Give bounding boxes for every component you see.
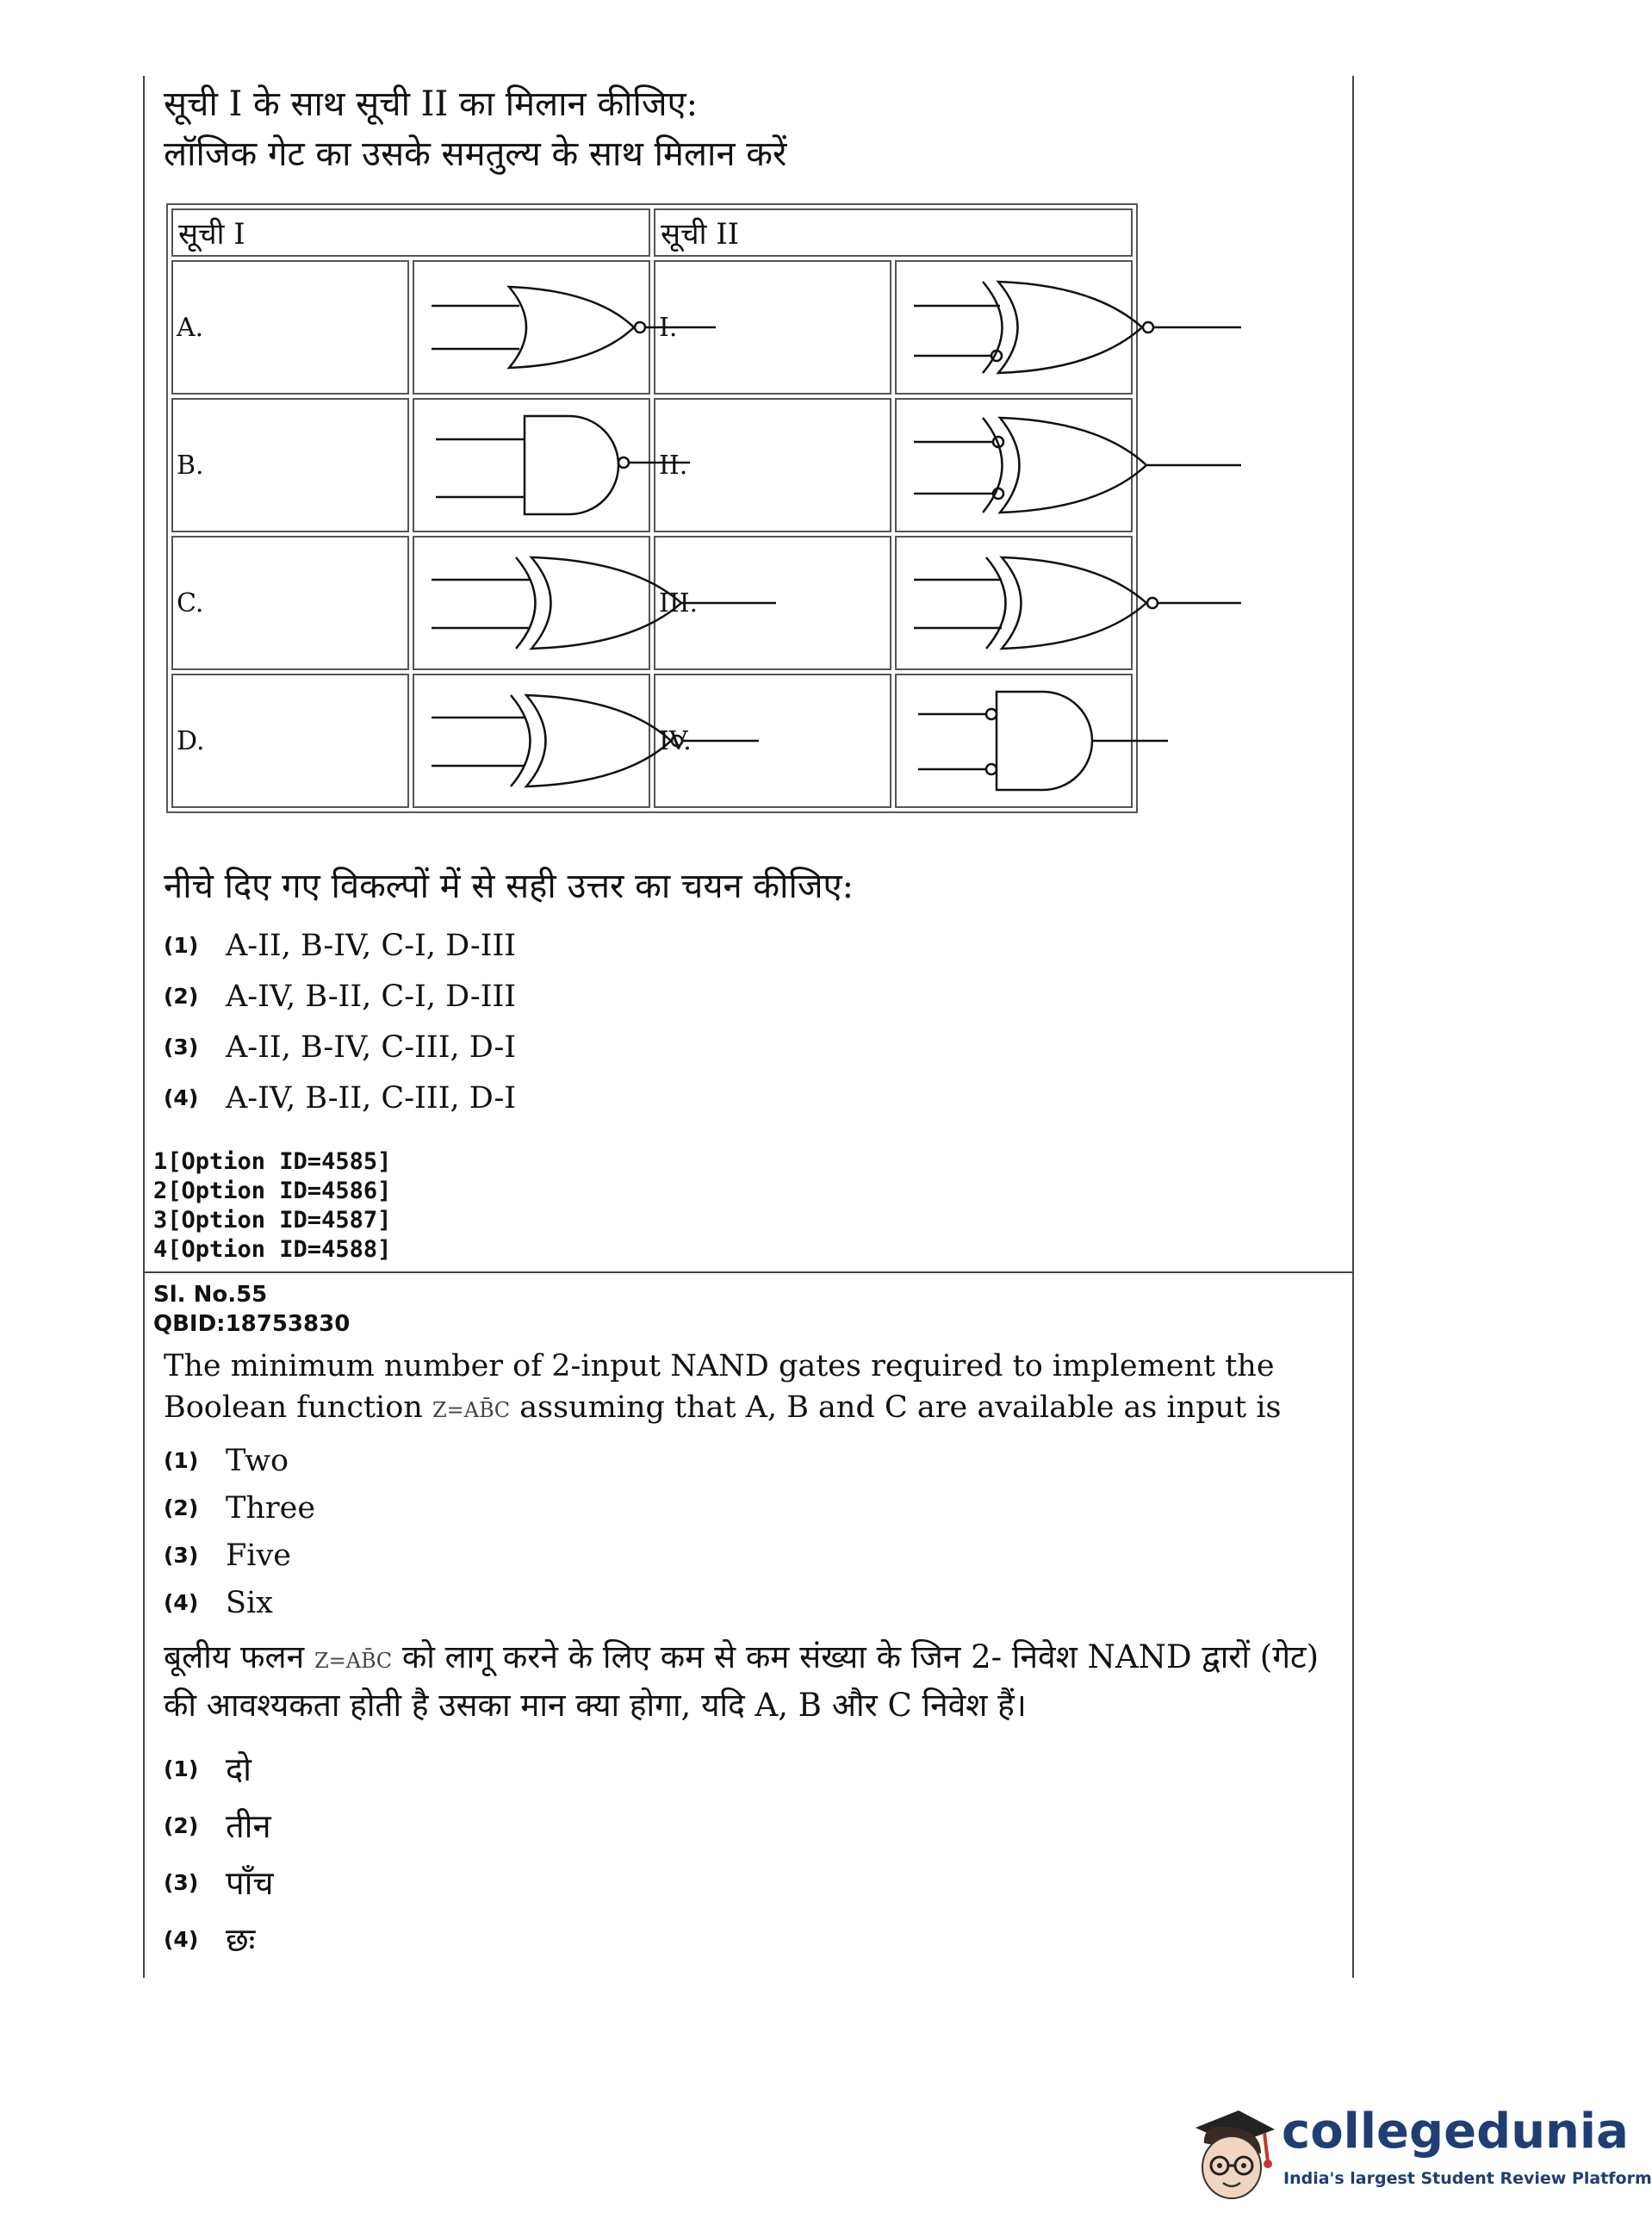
option-number: (1)	[164, 933, 199, 958]
row-label: IV.	[654, 674, 891, 808]
option-text: A-IV, B-II, C-III, D-I	[226, 1080, 517, 1116]
question-text-hindi: बूलीय फलन Z=AB̄C को लागू करने के लिए कम से कम संख्या के जिन 2- निवेश NAND द्वारों (गेट) की आवश्यकता होती है उसका मान क्या होगा, यदि A, B और C निवेश हैं।	[164, 1638, 1320, 1724]
hindi-options	[164, 1740, 274, 1967]
qbid: QBID:18753830	[153, 1311, 351, 1337]
table-row	[171, 674, 1133, 808]
option-3[interactable]	[164, 1854, 274, 1911]
prev-question-options	[164, 920, 516, 1123]
option-text: पाँच	[226, 1864, 274, 1902]
option-4[interactable]	[164, 1072, 516, 1123]
option-text: A-IV, B-II, C-I, D-III	[226, 979, 517, 1014]
list-1-header: सूची I	[171, 208, 650, 257]
question-text-english: The minimum number of 2-input NAND gates required to implement the Boolean function Z=AB̄C assuming that A, B and C are available as input is	[164, 1349, 1282, 1425]
left-margin-line	[143, 76, 145, 1978]
option-1[interactable]	[164, 1740, 274, 1797]
option-id-list	[153, 1147, 391, 1265]
option-text: A-II, B-IV, C-I, D-III	[226, 928, 517, 963]
option-id: 4[Option ID=4588]	[153, 1236, 392, 1263]
option-text: दो	[226, 1750, 252, 1788]
table-row	[171, 398, 1133, 532]
xnor-gate-diagram	[413, 674, 650, 808]
list-2-header: सूची II	[654, 208, 1133, 257]
xor-gate-inverted-inputs-diagram	[895, 398, 1133, 532]
boolean-function: Z=AB̄C	[432, 1398, 511, 1422]
match-table	[166, 203, 1138, 813]
table-row	[171, 536, 1133, 670]
option-2[interactable]	[164, 1797, 274, 1854]
mascot-icon	[1178, 2102, 1280, 2203]
option-id: 1[Option ID=4585]	[153, 1148, 392, 1175]
option-2[interactable]	[164, 971, 516, 1022]
table-row	[171, 260, 1133, 395]
option-4[interactable]	[164, 1579, 315, 1626]
intro-line-2: लॉजिक गेट का उसके समतुल्य के साथ मिलान करें	[164, 134, 787, 174]
option-text: Two	[226, 1443, 289, 1478]
match-instructions	[164, 79, 786, 179]
option-3[interactable]	[164, 1532, 315, 1579]
option-1[interactable]	[164, 920, 516, 971]
serial-number: Sl. No.55	[153, 1282, 268, 1308]
option-2[interactable]	[164, 1484, 315, 1532]
option-text: Six	[226, 1585, 273, 1620]
option-number: (2)	[164, 984, 199, 1009]
right-margin-line	[1352, 76, 1354, 1978]
option-number: (4)	[164, 1590, 199, 1615]
option-number: (4)	[164, 1085, 199, 1110]
option-number: (3)	[164, 1035, 199, 1060]
collegedunia-logo[interactable]	[1178, 2102, 1652, 2205]
row-label: B.	[171, 398, 409, 532]
row-label: II.	[654, 398, 891, 532]
row-label: III.	[654, 536, 891, 670]
brand-name: collegedunia	[1282, 2104, 1629, 2160]
option-text: तीन	[226, 1807, 271, 1845]
xnor-gate-one-inverted-input-diagram	[895, 260, 1133, 395]
option-number: (1)	[164, 1756, 199, 1781]
xor-gate-diagram	[413, 536, 650, 670]
option-number: (2)	[164, 1495, 199, 1520]
nand-gate-diagram	[413, 398, 650, 532]
question-divider	[143, 1271, 1354, 1273]
option-number: (4)	[164, 1926, 199, 1952]
english-options	[164, 1437, 315, 1626]
select-answer-prompt: नीचे दिए गए विकल्पों में से सही उत्तर का चयन कीजिए:	[164, 867, 854, 906]
row-label: A.	[171, 260, 409, 395]
option-text: Three	[226, 1490, 316, 1526]
option-text: A-II, B-IV, C-III, D-I	[226, 1029, 517, 1065]
option-number: (3)	[164, 1543, 199, 1568]
option-4[interactable]	[164, 1911, 274, 1967]
question-header	[153, 1280, 350, 1339]
xnor-gate-diagram	[895, 536, 1133, 670]
nor-gate-diagram	[413, 260, 650, 395]
boolean-function: Z=AB̄C	[314, 1649, 393, 1673]
option-text: Five	[226, 1538, 291, 1573]
row-label: I.	[654, 260, 891, 395]
option-id: 2[Option ID=4586]	[153, 1178, 392, 1204]
option-number: (1)	[164, 1448, 199, 1473]
row-label: D.	[171, 674, 409, 808]
brand-tagline: India's largest Student Review Platform	[1283, 2169, 1652, 2188]
intro-line-1: सूची I के साथ सूची II का मिलान कीजिए:	[164, 84, 699, 124]
option-1[interactable]	[164, 1437, 315, 1484]
option-number: (3)	[164, 1869, 199, 1895]
row-label: C.	[171, 536, 409, 670]
option-id: 3[Option ID=4587]	[153, 1207, 392, 1234]
option-number: (2)	[164, 1812, 199, 1838]
option-text: छः	[226, 1921, 256, 1959]
option-3[interactable]	[164, 1022, 516, 1072]
and-gate-inverted-inputs-diagram	[895, 674, 1133, 808]
